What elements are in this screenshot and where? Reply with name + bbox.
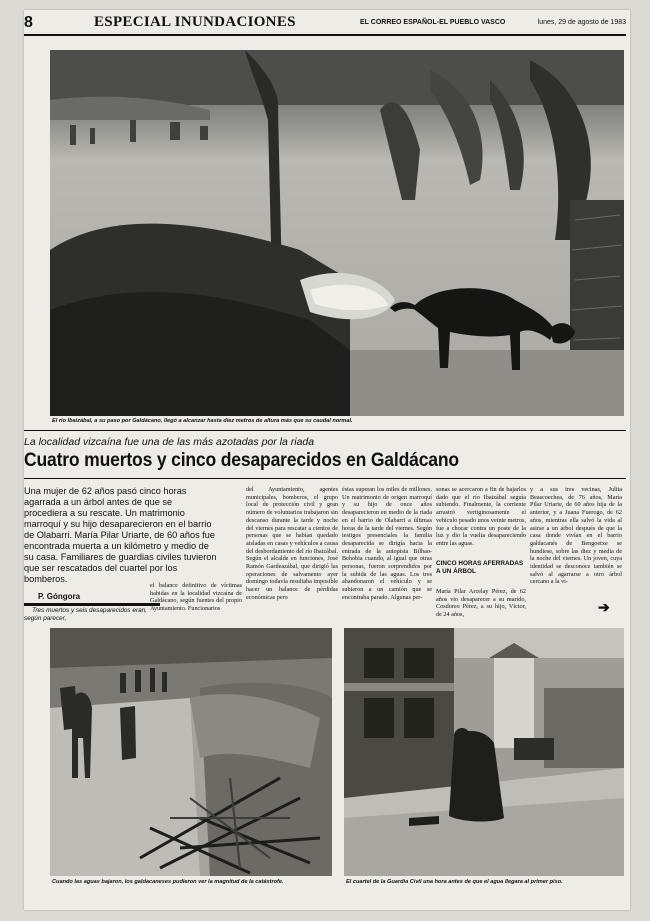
- column-3: éstas superan los miles de millones. Un matrimonio de origen marroquí y su hijo de once años desaparecieron en medio de la riada en el barrio de Olabarri a últimas horas de la tarde del viernes. Según testigos presenciales la familia desaparecida se dirigía hacia la entrada de la autopista Bilbao-Behobia cuando, al igual que otras personas, fueron sorprendidos por la subida de las aguas. Los tres abandonaron el vehículo y se subieron a un camión que se encontraba parado. Algunas per-: [342, 486, 432, 601]
- page-number: 8: [24, 14, 33, 31]
- article-deck: Tres muertos y seis desaparecidos eran, según parecer,: [24, 607, 147, 622]
- column-4a: sonas se acercaron a fin de bajarlos dado que el río Ibaizábal seguía subiendo. Finalmente, la corriente arrastró vertiginosamente el vehículo pesado unos veinte metros, fue a chocar contra un poste de la luz y dio la vuelta desapareciendo entre las aguas.: [436, 486, 526, 547]
- column-5: y a sus tres vecinas, Julita Beascoechea, de 76 años, María Pilar Uriarte, de 60 años hija de la anterior, y a Juana Fuerogo, de 62 años, mientras ella salvó la vida al asirse a un árbol después de que la casa donde vivían en el barrio galdacanés de Bengoetxe se hundiese, sobre las diez y media de la noche del viernes. Un joven, cuya identidad se desconoce también se salvó al agarrarse a otro árbol cercano a la vi-: [530, 486, 622, 586]
- article-lead: Una mujer de 62 años pasó cinco horas agarrada a un árbol antes de que se procediera a su rescate. Un matrimonio marroquí y su hijo desaparecieron en el barrio de Olabarri. María Pilar Uriarte, de 60 años fue encontrada muerta a un kilómetro y medio de su casa. Familiares de guardias civiles tuvieron que ser rescatados del cuartel por los bomberos.: [24, 486, 217, 584]
- article-kicker: La localidad vizcaína fue una de las más azotadas por la riada: [24, 436, 315, 448]
- top-rule: [24, 430, 626, 431]
- bottom-left-caption: Cuando las aguas bajaron, los galdacaneses pudieron ver la magnitud de la catástrofe.: [52, 879, 284, 885]
- issue-date: lunes, 29 de agosto de 1983: [537, 19, 626, 26]
- column-2b: del Ayuntamiento, agentes municipales, bomberos, el grupo local de protección civil y gran número de voluntarios trabajaron sin descanso durante la tarde y noche del viernes para rescatar a cientos de personas que se habían quedado aisladas en casas y vehículos a causa del desbordamiento del río Ibaizábal. Según el alcalde en funciones, José Ramón Gardeazábal, que dirigió las operaciones de salvamento ayer domingo todavía resultaba imposible hacer un balance de pérdidas económicas pero: [246, 486, 338, 601]
- headline-rule: [24, 478, 626, 479]
- flood-river-photo: [50, 50, 624, 416]
- bottom-right-caption: El cuartel de la Guardia Civil una hora antes de que el agua llegara al primer piso.: [346, 879, 563, 885]
- section-title: ESPECIAL INUNDACIONES: [94, 14, 296, 30]
- debris-street-photo: [50, 628, 332, 876]
- continue-arrow-icon: ➔: [598, 599, 610, 615]
- author-name: P. Góngora: [38, 592, 81, 601]
- byline: [24, 592, 160, 606]
- page-header: [24, 14, 626, 36]
- column-2a: el balance definitivo de víctimas habidas en la localidad vizcaína de Galdácano, según fuentes del propio Ayuntamiento. Funcionarios: [150, 582, 242, 613]
- column-4b: María Pilar Arcelay Pérez, de 62 años vio desaparecer a su marido, Cosdoreo Pérez, a su hijo, Víctor, de 24 años,: [436, 588, 526, 619]
- top-photo-caption: El río Ibaizábal, a su paso por Galdácano, llegó a alcanzar hasta diez metros de altura más que su caudal normal.: [52, 418, 353, 424]
- barracks-photo: [344, 628, 624, 876]
- article-headline: Cuatro muertos y cinco desaparecidos en Galdácano: [24, 449, 459, 471]
- subhead: CINCO HORAS AFERRADAS A UN ÁRBOL: [436, 560, 524, 575]
- newspaper-name: EL CORREO ESPAÑOL-EL PUEBLO VASCO: [360, 19, 506, 26]
